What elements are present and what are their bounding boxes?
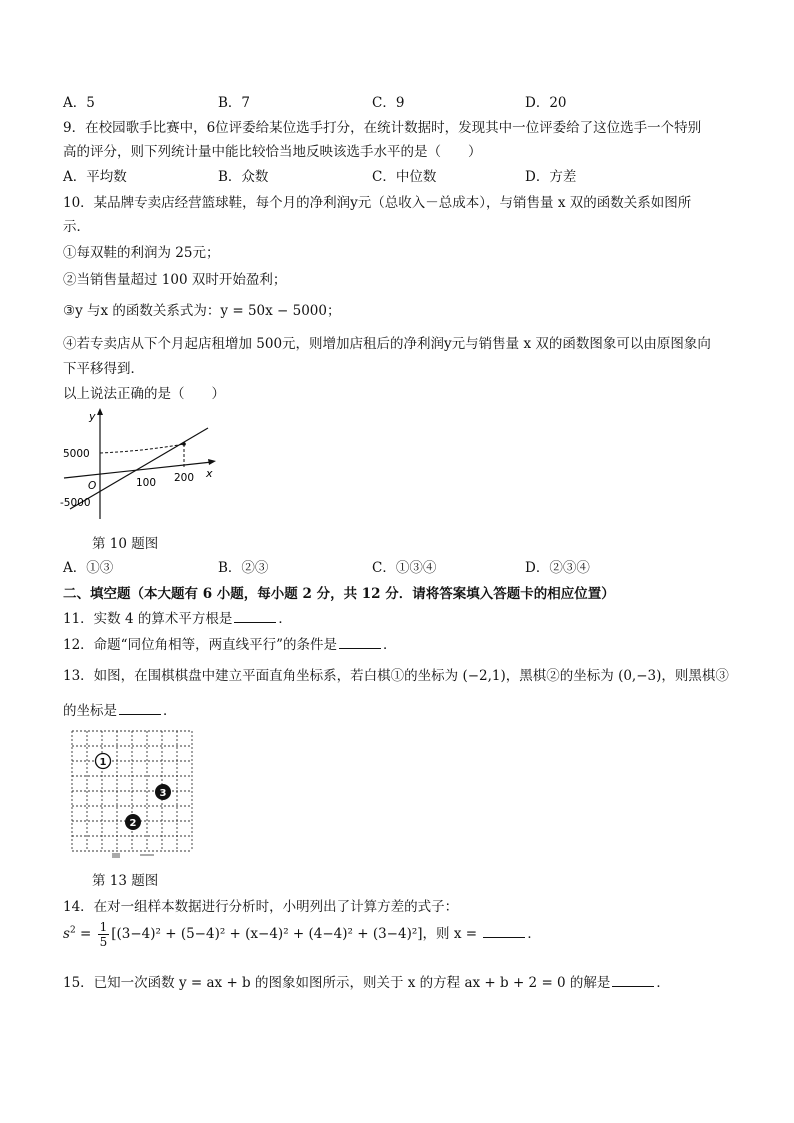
q13-line2	[63, 699, 177, 719]
q12	[63, 633, 396, 653]
q10-function-line	[70, 428, 208, 509]
q13-black-stone-3	[155, 784, 171, 800]
q10-option-d: D．②③④	[525, 560, 590, 576]
q15	[63, 971, 670, 991]
q15-answer-blank[interactable]	[612, 974, 654, 987]
q14-s: s	[63, 926, 70, 942]
q10-origin-label: O	[88, 480, 97, 492]
q8-option-d: D．20	[525, 95, 567, 111]
q10-option-b: B．②③	[218, 560, 269, 576]
q12-text: 12．命题“同位角相等，两直线平行”的条件是	[63, 637, 337, 653]
q10-statement-2: ②当销售量超过 100 双时开始盈利；	[63, 272, 287, 288]
section-2-heading: 二、填空题（本大题有 6 小题，每小题 2 分，共 12 分．请将答案填入答题卡的相应位置）	[63, 586, 615, 602]
q13-line1: 13．如图，在围棋棋盘中建立平面直角坐标系，若白棋①的坐标为 (−2,1)，黑棋②的坐标为 (0,−3)，则黑棋③	[63, 668, 729, 684]
q10-line1: 10．某品牌专卖店经营篮球鞋，每个月的净利润y元（总收入－总成本），与销售量 x 双的函数关系如图所	[63, 195, 692, 211]
q10-label-100: 100	[136, 477, 157, 489]
q10-line2: 示．	[63, 219, 90, 235]
q10-caption: 第 10 题图	[92, 536, 159, 552]
q13-answer-blank[interactable]	[119, 702, 161, 715]
q10-x-label: x	[206, 467, 213, 480]
q14-expression: [(3−4)² + (5−4)² + (x−4)² + (4−4)² + (3−4)²]，则 x =	[111, 926, 482, 942]
q15-text: 15．已知一次函数 y = ax + b 的图象如图所示，则关于 x 的方程 ax + b + 2 = 0 的解是	[63, 975, 611, 991]
q9-option-b: B．众数	[218, 169, 269, 185]
q8-option-b: B．7	[218, 95, 251, 111]
q10-y-arrow	[97, 408, 103, 415]
q9-option-c: C．中位数	[372, 169, 437, 185]
q10-statement-4a: ④若专卖店从下个月起店租增加 500元，则增加店租后的净利润y元与销售量 x 双的函数图象可以由原图象向	[63, 336, 711, 352]
q15-period: ．	[656, 975, 670, 991]
q13-white-stone-1	[96, 754, 111, 769]
q14-frac-num: 1	[99, 920, 108, 934]
q14-s-exponent: 2	[69, 925, 76, 936]
q12-period: ．	[382, 637, 397, 653]
q13-board-mark	[112, 853, 120, 858]
q10-x-arrow	[208, 459, 216, 465]
q8-option-a: A．5	[63, 95, 95, 111]
q11	[63, 607, 292, 627]
q14-answer-blank[interactable]	[483, 925, 525, 938]
q10-statement-4b: 下平移得到．	[63, 361, 144, 377]
q13-period: ．	[163, 703, 177, 719]
q9-option-a: A．平均数	[63, 169, 127, 185]
q10-label-neg5000: -5000	[60, 497, 91, 509]
q10-option-a: A．①③	[63, 560, 114, 576]
q12-answer-blank[interactable]	[339, 636, 381, 649]
q14-fraction	[98, 920, 110, 949]
q10-dashed-5000	[100, 444, 184, 453]
q11-period: ．	[278, 611, 292, 627]
q14-line1: 14．在对一组样本数据进行分析时，小明列出了计算方差的式子：	[63, 899, 459, 915]
q10-y-label: y	[89, 410, 96, 423]
q10-statement-1: ①每双鞋的利润为 25元；	[63, 245, 220, 261]
q14-period: ．	[527, 926, 541, 942]
q13-black-stone-2	[125, 814, 141, 830]
q14-formula: $s^2$ = $\frac{1}{5}$ [(3−4)² + (5−4)² + (x−4)² + (4−4)² + (3−4)²]，则 x = ．	[63, 920, 541, 949]
q10-label-200: 200	[174, 472, 195, 484]
q14-frac-den: 5	[99, 935, 108, 949]
q11-text: 11．实数 4 的算术平方根是	[63, 611, 233, 627]
q13-caption: 第 13 题图	[92, 873, 159, 889]
q13-black-stone-3-label: 3	[159, 788, 167, 799]
q13-board-grid	[72, 731, 192, 851]
q13-black-stone-2-label: 2	[129, 818, 137, 829]
q9-line1: 9．在校园歌手比赛中，6位评委给某位选手打分，在统计数据时，发现其中一位评委给了这位选手一个特别	[63, 120, 702, 136]
q9-option-d: D．方差	[525, 169, 577, 185]
q10-statement-3: ③y 与x 的函数关系式为：y = 50x − 5000；	[63, 303, 341, 319]
q13-go-board	[66, 725, 198, 861]
q8-option-c: C．9	[372, 95, 405, 111]
q10-label-5000: 5000	[63, 448, 90, 460]
q10-point	[182, 442, 186, 446]
q9-line2: 高的评分，则下列统计量中能比较恰当地反映该选手水平的是（ ）	[63, 144, 482, 160]
q11-answer-blank[interactable]	[234, 610, 276, 623]
q13-white-stone-1-label: 1	[99, 757, 107, 768]
q10-option-c: C．①③④	[372, 560, 437, 576]
q10-question: 以上说法正确的是（ ）	[63, 386, 225, 402]
q13-text: 的坐标是	[63, 703, 117, 719]
q10-graph	[60, 405, 225, 525]
